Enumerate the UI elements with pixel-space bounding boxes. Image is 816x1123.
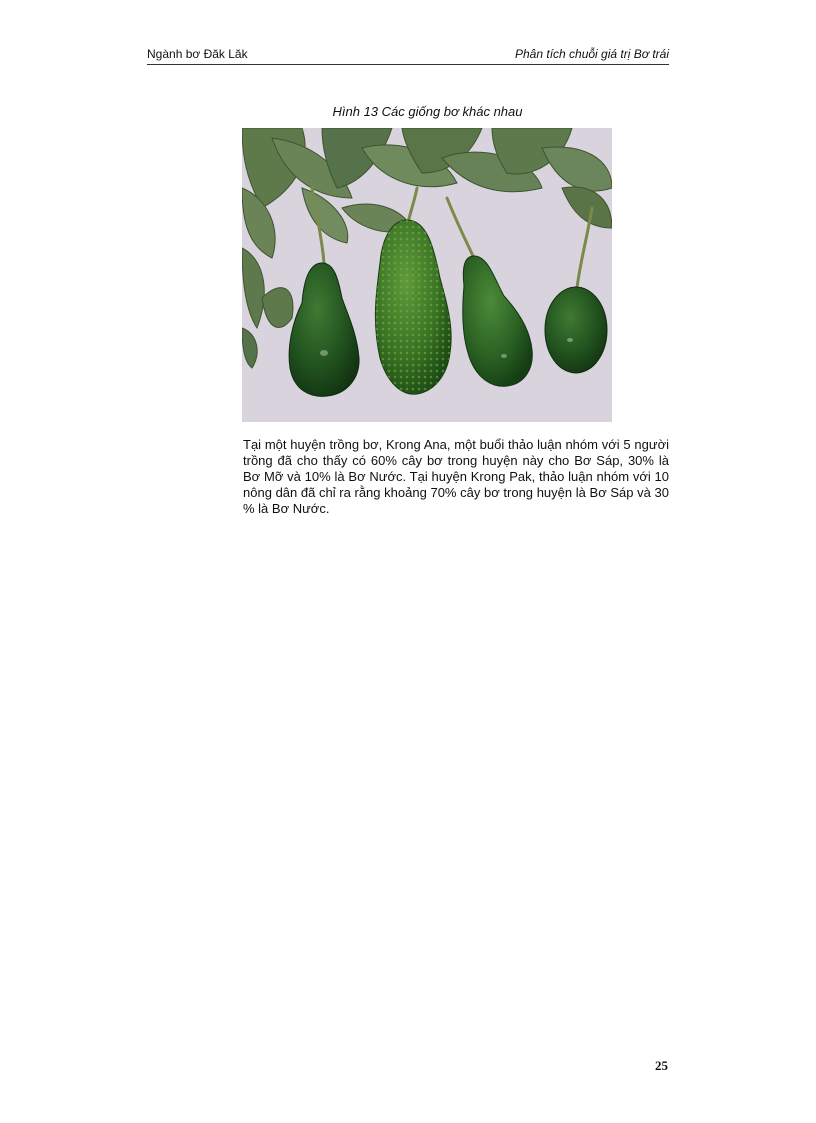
avocado-round xyxy=(545,287,607,373)
page-number: 25 xyxy=(655,1058,668,1073)
body-paragraph: Tại một huyện trồng bơ, Krong Ana, một buổi thảo luận nhóm với 5 người trồng đã cho thấy có 60% cây bơ trong huyện này cho Bơ Sáp, 30% là Bơ Mỡ và 10% là Bơ Nước. Tại huyện Krong Pak, thảo luận nhóm với 10 nông dân đã chỉ ra rằng khoảng 70% cây bơ trong huyện là Bơ Sáp và 30 % là Bơ Nước. xyxy=(243,437,669,516)
figure-caption: Hình 13 Các giống bơ khác nhau xyxy=(332,104,523,119)
header-left-title: Ngành bơ Đăk Lăk xyxy=(147,47,248,61)
header-right-title: Phân tích chuỗi giá trị Bơ trái xyxy=(515,47,669,61)
avocado-varieties-photo xyxy=(242,128,612,422)
header-divider xyxy=(147,64,669,65)
